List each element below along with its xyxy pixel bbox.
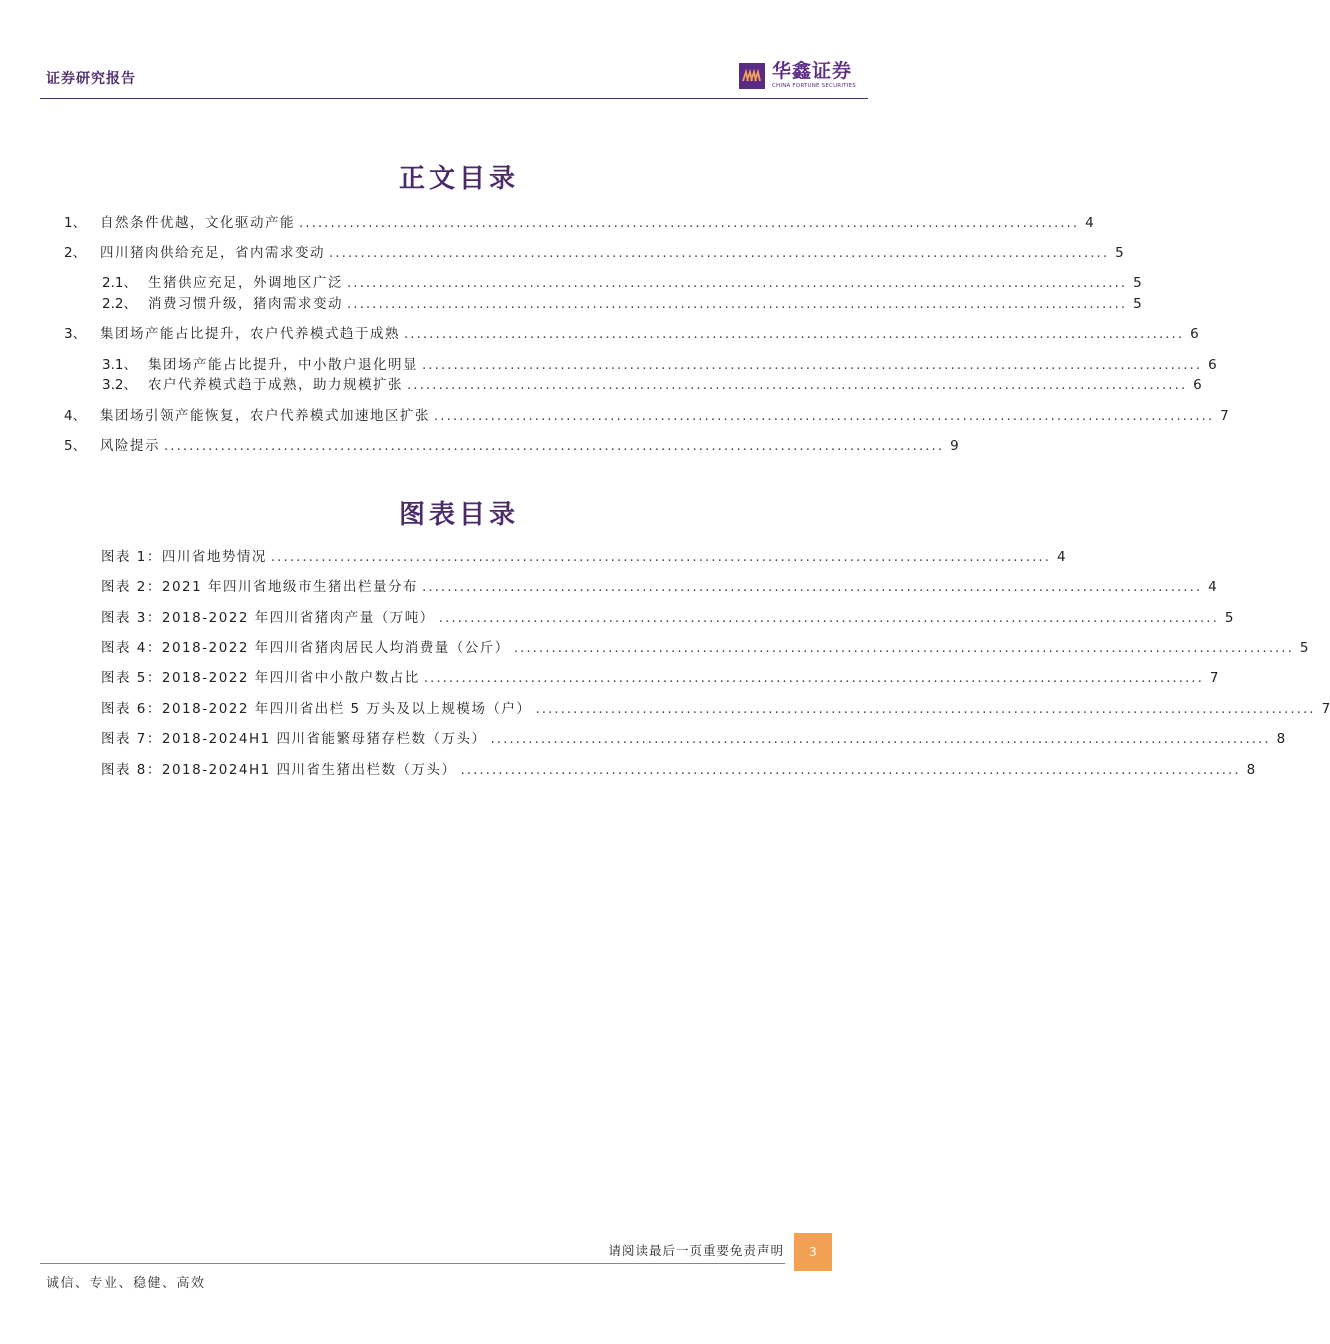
figure-entry-page: 8	[1246, 762, 1256, 778]
footer-divider	[40, 1263, 785, 1264]
report-type-label: 证券研究报告	[46, 71, 136, 87]
figure-entry[interactable]: 图表 2：2021 年四川省地级市生猪出栏量分布 ............................................................................................................................ 4	[101, 575, 812, 595]
figure-entry-text: 图表 4：2018-2022 年四川省猪肉居民人均消费量（公斤）	[101, 640, 510, 656]
toc-entry-text: 自然条件优越，文化驱动产能	[100, 215, 295, 231]
toc-entry-number: 2、	[64, 245, 87, 261]
figure-entry-text: 图表 3：2018-2022 年四川省猪肉产量（万吨）	[101, 610, 435, 626]
toc-entry[interactable]: 5、 风险提示 ............................................................................................................................ 9	[64, 434, 812, 454]
figure-entry-page: 4	[1208, 579, 1217, 595]
toc-subentry[interactable]: 3.2、 农户代养模式趋于成熟，助力规模扩张 ............................................................................................................................ 6	[102, 373, 812, 393]
toc-subentry[interactable]: 2.1、 生猪供应充足，外调地区广泛 ............................................................................................................................ 5	[102, 271, 812, 291]
toc-entry-number: 3.1、	[102, 357, 137, 373]
toc-entry-page: 9	[950, 438, 959, 454]
toc-entry-page: 5	[1115, 245, 1124, 261]
figure-list-title: 图表目录	[398, 500, 519, 530]
page-number-badge: 3	[794, 1233, 832, 1271]
toc-entry-text: 风险提示	[100, 438, 160, 454]
toc-title: 正文目录	[398, 164, 519, 194]
toc-entry-page: 7	[1220, 408, 1229, 424]
toc-entry-text: 生猪供应充足，外调地区广泛	[148, 275, 343, 291]
footer-disclaimer: 请阅读最后一页重要免责声明	[608, 1243, 784, 1258]
toc-entry-number: 3.2、	[102, 377, 137, 393]
figure-entry[interactable]: 图表 5：2018-2022 年四川省中小散户数占比 ............................................................................................................................ 7	[101, 666, 812, 686]
toc-entry-text: 农户代养模式趋于成熟，助力规模扩张	[148, 377, 403, 393]
figure-entry[interactable]: 图表 7：2018-2024H1 四川省能繁母猪存栏数（万头） ............................................................................................................................ 8	[101, 727, 812, 747]
figure-entry[interactable]: 图表 6：2018-2022 年四川省出栏 5 万头及以上规模场（户） ............................................................................................................................ 7	[101, 697, 812, 717]
figure-entry-page: 5	[1224, 610, 1234, 626]
figure-entry-page: 7	[1321, 701, 1330, 717]
figure-entry-page: 7	[1209, 670, 1219, 686]
header-divider	[40, 98, 868, 99]
figure-entry-text: 图表 1：四川省地势情况	[101, 549, 267, 565]
toc-entry-page: 5	[1133, 275, 1142, 291]
toc-entry[interactable]: 1、 自然条件优越，文化驱动产能 ............................................................................................................................ 4	[64, 211, 812, 231]
figure-entry-text: 图表 5：2018-2022 年四川省中小散户数占比	[101, 670, 420, 686]
toc-entry-text: 集团场引领产能恢复，农户代养模式加速地区扩张	[100, 408, 430, 424]
toc-subentry[interactable]: 3.1、 集团场产能占比提升，中小散户退化明显 ............................................................................................................................ 6	[102, 353, 812, 373]
toc-entry-number: 5、	[64, 438, 87, 454]
figure-entry-page: 4	[1057, 549, 1066, 565]
toc-entry-number: 2.2、	[102, 296, 137, 312]
figure-entry-page: 5	[1299, 640, 1309, 656]
figure-entry-text: 图表 7：2018-2024H1 四川省能繁母猪存栏数（万头）	[101, 731, 487, 747]
toc-entry-number: 2.1、	[102, 275, 137, 291]
footer-motto: 诚信、专业、稳健、高效	[46, 1276, 206, 1291]
toc-entry-text: 消费习惯升级，猪肉需求变动	[148, 296, 343, 312]
toc-entry-number: 4、	[64, 408, 87, 424]
figure-entry[interactable]: 图表 8：2018-2024H1 四川省生猪出栏数（万头） ............................................................................................................................ 8	[101, 758, 812, 778]
logo-name-cn: 华鑫证券	[772, 60, 853, 83]
toc-entry[interactable]: 2、 四川猪肉供给充足，省内需求变动 ............................................................................................................................ 5	[64, 241, 812, 261]
logo-mark-icon	[739, 63, 765, 89]
figure-entry-text: 图表 6：2018-2022 年四川省出栏 5 万头及以上规模场（户）	[101, 701, 532, 717]
toc-entry-text: 集团场产能占比提升，农户代养模式趋于成熟	[100, 326, 400, 342]
toc-entry-text: 集团场产能占比提升，中小散户退化明显	[148, 357, 418, 373]
toc-subentry[interactable]: 2.2、 消费习惯升级，猪肉需求变动 ............................................................................................................................ 5	[102, 292, 812, 312]
toc-entry-page: 6	[1193, 377, 1202, 393]
company-logo	[739, 60, 856, 92]
toc-entry-page: 6	[1190, 326, 1199, 342]
figure-entry-page: 8	[1276, 731, 1286, 747]
toc-entry[interactable]: 3、 集团场产能占比提升，农户代养模式趋于成熟 ............................................................................................................................ 6	[64, 322, 812, 342]
toc-entry-page: 5	[1133, 296, 1142, 312]
toc-entry-text: 四川猪肉供给充足，省内需求变动	[100, 245, 325, 261]
figure-entry-text: 图表 8：2018-2024H1 四川省生猪出栏数（万头）	[101, 762, 457, 778]
toc-entry-page: 4	[1085, 215, 1094, 231]
logo-name-en: CHINA FORTUNE SECURITIES	[772, 83, 856, 90]
figure-entry[interactable]: 图表 1：四川省地势情况 ............................................................................................................................ 4	[101, 545, 812, 565]
toc-entry-number: 1、	[64, 215, 87, 231]
toc-entry-page: 6	[1208, 357, 1217, 373]
toc-entry[interactable]: 4、 集团场引领产能恢复，农户代养模式加速地区扩张 ............................................................................................................................ 7	[64, 404, 812, 424]
toc-entry-number: 3、	[64, 326, 87, 342]
figure-entry[interactable]: 图表 3：2018-2022 年四川省猪肉产量（万吨） ............................................................................................................................ 5	[101, 606, 812, 626]
figure-entry-text: 图表 2：2021 年四川省地级市生猪出栏量分布	[101, 579, 419, 595]
figure-entry[interactable]: 图表 4：2018-2022 年四川省猪肉居民人均消费量（公斤） ............................................................................................................................ 5	[101, 636, 812, 656]
